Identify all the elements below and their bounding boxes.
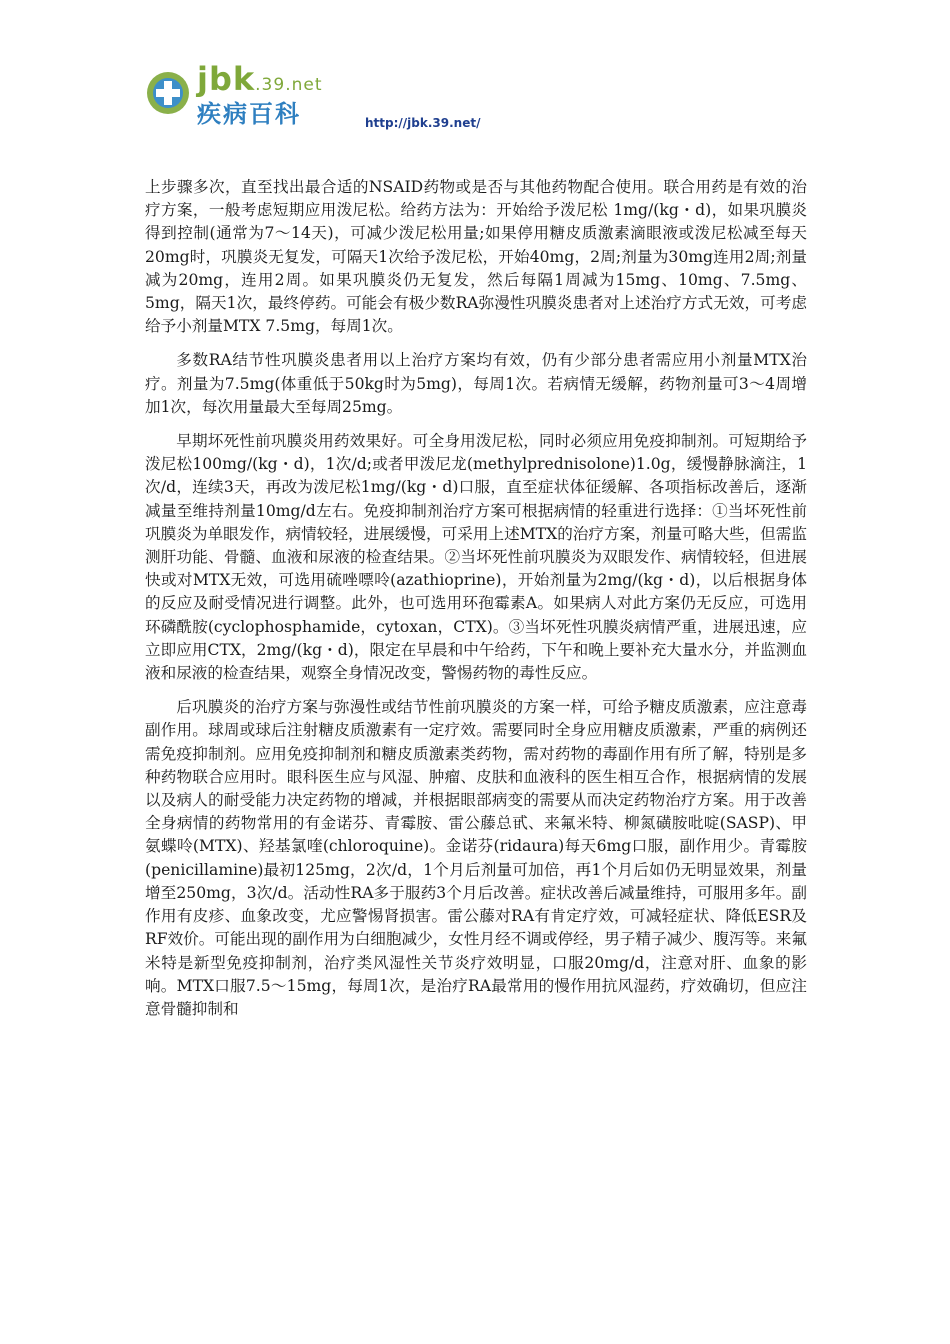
paragraph: 多数RA结节性巩膜炎患者用以上治疗方案均有效，仍有少部分患者需应用小剂量MTX治疗。剂量为7.5mg(体重低于50kg时为5mg)，每周1次。若病情无缓解，药物剂量可3～4周增加1次，每次用量最大至每周25mg。 xyxy=(145,351,807,416)
logo-chinese: 疾病百科 xyxy=(197,100,301,128)
plus-logo-icon xyxy=(145,70,191,116)
paragraph: 上步骤多次，直至找出最合适的NSAID药物或是否与其他药物配合使用。联合用药是有效的治疗方案，一般考虑短期应用泼尼松。给药方法为：开始给予泼尼松 1mg/(kg・d)，如果巩膜炎得到控制(通常为7～14天)，可减少泼尼松用量;如果停用糖皮质激素滴眼液或泼尼松减至每天20mg时，巩膜炎无复发，可隔天1次给予泼尼松，开始40mg，2周;剂量为30mg连用2周;剂量减为20mg，连用2周。如果巩膜炎仍无复发，然后每隔1周减为15mg、10mg、7.5mg、5mg，隔天1次，最终停药。可能会有极少数RA弥漫性巩膜炎患者对上述治疗方式无效，可考虑给予小剂量MTX 7.5mg，每周1次。 xyxy=(145,178,807,336)
article-body xyxy=(145,176,807,1032)
logo-suffix: .39.net xyxy=(255,75,323,95)
paragraph: 后巩膜炎的治疗方案与弥漫性或结节性前巩膜炎的方案一样，可给予糖皮质激素，应注意毒副作用。球周或球后注射糖皮质激素有一定疗效。需要同时全身应用糖皮质激素，严重的病例还需免疫抑制剂。应用免疫抑制剂和糖皮质激素类药物，需对药物的毒副作用有所了解，特别是多种药物联合应用时。眼科医生应与风湿、肿瘤、皮肤和血液科的医生相互合作，根据病情的发展以及病人的耐受能力决定药物的增减，并根据眼部病变的需要从而决定药物治疗方案。用于改善全身病情的药物常用的有金诺芬、青霉胺、雷公藤总甙、来氟米特、柳氮磺胺吡啶(SASP)、甲氨蝶呤(MTX)、羟基氯喹(chloroquine)。金诺芬(ridaura)每天6mg口服，副作用少。青霉胺(penicillamine)最初125mg，2次/d，1个月后剂量可加倍，再1个月后如仍无明显效果，剂量增至250mg，3次/d。活动性RA多于服药3个月后改善。症状改善后减量维持，可服用多年。副作用有皮疹、血象改变，尤应警惕肾损害。雷公藤对RA有肯定疗效，可减轻症状、降低ESR及RF效价。可能出现的副作用为白细胞减少，女性月经不调或停经，男子精子减少、腹泻等。来氟米特是新型免疫抑制剂，治疗类风湿性关节炎疗效明显，口服20mg/d，注意对肝、血象的影响。MTX口服7.5～15mg，每周1次，是治疗RA最常用的慢作用抗风湿药，疗效确切，但应注意骨髓抑制和 xyxy=(145,698,807,1018)
site-header xyxy=(145,58,645,138)
site-logo[interactable] xyxy=(197,60,323,129)
logo-latin: jbk xyxy=(197,60,256,98)
paragraph: 早期坏死性前巩膜炎用药效果好。可全身用泼尼松，同时必须应用免疫抑制剂。可短期给予泼尼松100mg/(kg・d)，1次/d;或者甲泼尼龙(methylprednisolone)1.0g，缓慢静脉滴注，1次/d，连续3天，再改为泼尼松1mg/(kg・d)口服，直至症状体征缓解、各项指标改善后，逐渐减量至维持剂量10mg/d左右。免疫抑制剂治疗方案可根据病情的轻重进行选择：①当坏死性前巩膜炎为单眼发作，病情较轻，进展缓慢，可采用上述MTX的治疗方案，剂量可略大些，但需监测肝功能、骨髓、血液和尿液的检查结果。②当坏死性前巩膜炎为双眼发作、病情较轻，但进展快或对MTX无效，可选用硫唑嘌呤(azathioprine)，开始剂量为2mg/(kg・d)，以后根据身体的反应及耐受情况进行调整。此外，也可选用环孢霉素A。如果病人对此方案仍无反应，可选用环磷酰胺(cyclophosphamide，cytoxan，CTX)。③当坏死性巩膜炎病情严重，进展迅速，应立即应用CTX，2mg/(kg・d)，限定在早晨和中午给药，下午和晚上要补充大量水分，并监测血液和尿液的检查结果，观察全身情况改变，警惕药物的毒性反应。 xyxy=(145,432,807,683)
site-url-link[interactable]: http://jbk.39.net/ xyxy=(365,116,481,130)
